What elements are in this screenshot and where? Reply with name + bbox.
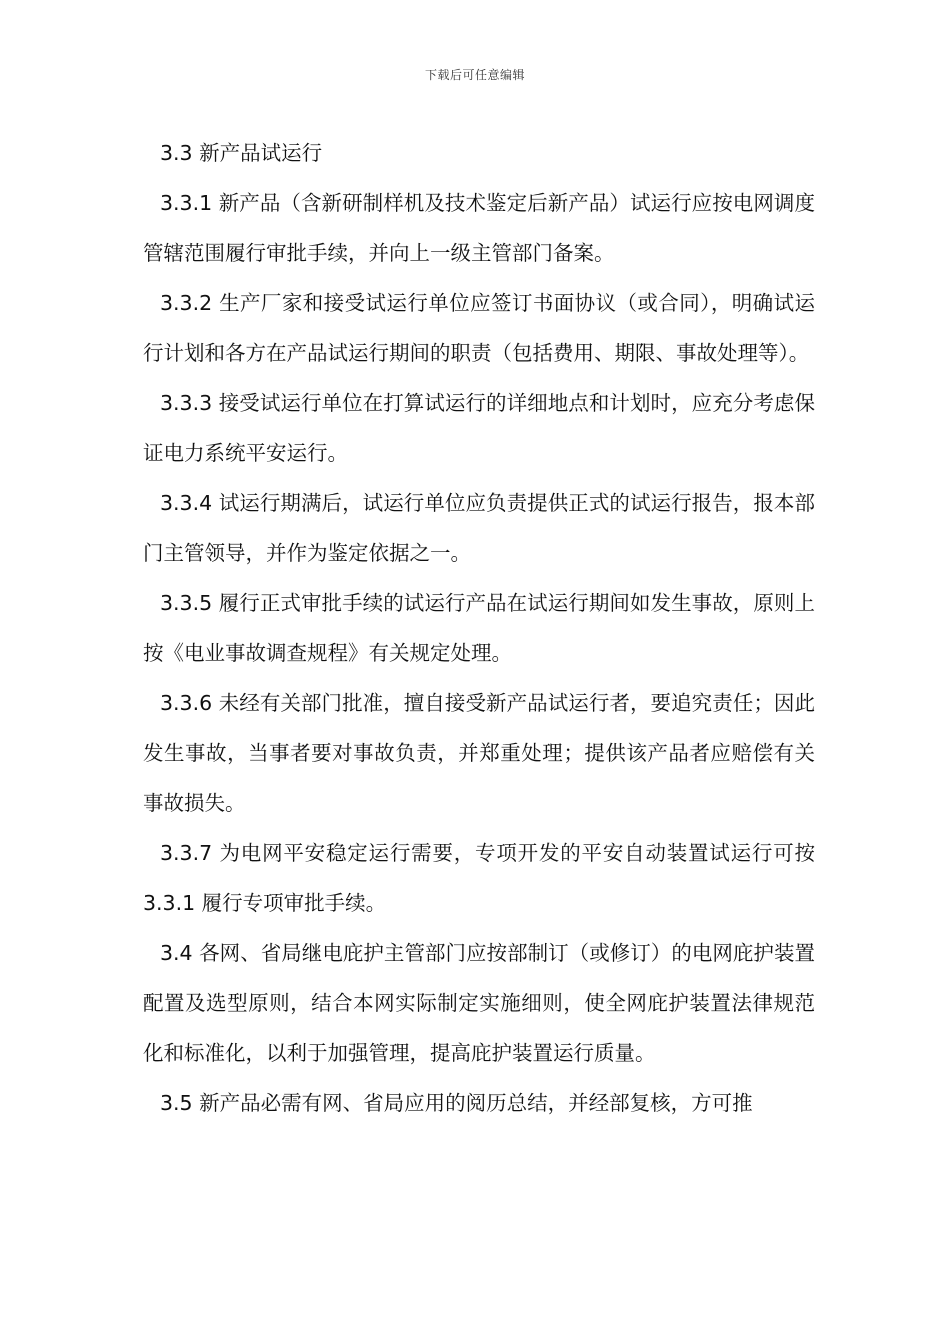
paragraph-3-3-2: 3.3.2 生产厂家和接受试运行单位应签订书面协议（或合同），明确试运行计划和各方在产品试运行期间的职责（包括费用、期限、事故处理等）。 (143, 291, 815, 365)
paragraph-3-4: 3.4 各网、省局继电庇护主管部门应按部制订（或修订）的电网庇护装置配置及选型原则，结合本网实际制定实施细则，使全网庇护装置法律规范化和标准化，以利于加强管理，提高庇护装置运行质量。 (143, 941, 815, 1065)
section-heading-3-3: 3.3 新产品试运行 (160, 141, 323, 165)
paragraph-3-3-7: 3.3.7 为电网平安稳定运行需要，专项开发的平安自动装置试运行可按 3.3.1 履行专项审批手续。 (143, 841, 815, 915)
paragraph-3-3-6: 3.3.6 未经有关部门批准，擅自接受新产品试运行者，要追究责任；因此发生事故，当事者要对事故负责，并郑重处理；提供该产品者应赔偿有关事故损失。 (143, 691, 815, 815)
page-header-note: 下载后可任意编辑 (424, 68, 525, 82)
paragraph-3-3-3: 3.3.3 接受试运行单位在打算试运行的详细地点和计划时，应充分考虑保证电力系统平安运行。 (143, 391, 815, 465)
document-body (143, 128, 815, 1128)
paragraph-3-3-1: 3.3.1 新产品（含新研制样机及技术鉴定后新产品）试运行应按电网调度管辖范围履行审批手续，并向上一级主管部门备案。 (143, 191, 815, 265)
paragraph-3-3-5: 3.3.5 履行正式审批手续的试运行产品在试运行期间如发生事故，原则上按《电业事故调查规程》有关规定处理。 (143, 591, 815, 665)
paragraph-3-5: 3.5 新产品必需有网、省局应用的阅历总结，并经部复核，方可推 (160, 1091, 753, 1115)
paragraph-3-3-4: 3.3.4 试运行期满后，试运行单位应负责提供正式的试运行报告，报本部门主管领导，并作为鉴定依据之一。 (143, 491, 815, 565)
